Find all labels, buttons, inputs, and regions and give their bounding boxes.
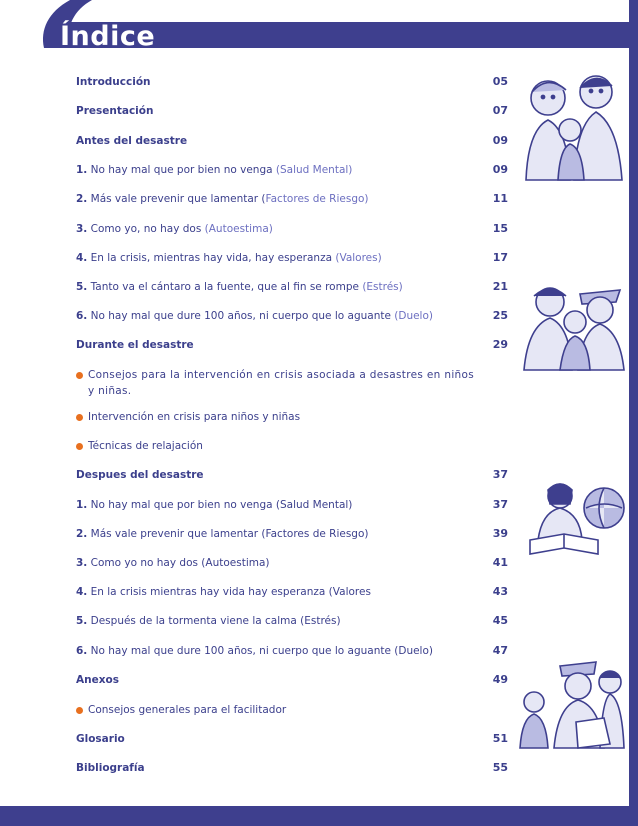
toc-bullet-consejos-crisis[interactable] (0, 367, 638, 401)
toc-bullet-label: Consejos generales para el facilitador (88, 704, 287, 716)
toc-page-number: 17 (492, 251, 508, 264)
toc-section-label: Despues del desastre (76, 469, 204, 481)
toc-entry-label: Introducción (76, 76, 151, 88)
toc-entry-antes-3[interactable] (0, 221, 638, 241)
reading-illustration-icon (524, 478, 630, 558)
father-children-illustration-icon (516, 652, 628, 752)
toc-page-number: 37 (492, 498, 508, 511)
toc-page-number: 07 (492, 104, 508, 117)
toc-bullet-intervencion[interactable] (0, 409, 638, 429)
toc-page-number: 41 (492, 556, 508, 569)
toc-page-number: 29 (492, 338, 508, 351)
toc-entry-antes-2[interactable] (0, 191, 638, 211)
toc-entry-antes-4[interactable] (0, 250, 638, 270)
toc-bullet-label: Consejos para la intervención en crisis asociada a desastres en niños y niñas. (88, 369, 474, 397)
toc-page-number: 09 (492, 163, 508, 176)
toc-section-label: Durante el desastre (76, 339, 194, 351)
family-illustration-icon (518, 70, 628, 185)
toc-page-number: 37 (492, 468, 508, 481)
toc-page-number: 11 (492, 192, 508, 205)
page-title: Índice (60, 21, 156, 52)
toc-section-label: Antes del desastre (76, 135, 188, 147)
toc-entry-label: 1. No hay mal que por bien no venga (Salud Mental) (76, 164, 353, 176)
bullet-dot (76, 707, 83, 714)
toc-entry-label: 2. Más vale prevenir que lamentar (Factores de Riesgo) (76, 528, 369, 540)
toc-entry-label: 4. En la crisis mientras hay vida hay esperanza (Valores (76, 586, 371, 598)
toc-page-number: 43 (492, 585, 508, 598)
toc-page-number: 09 (492, 134, 508, 147)
toc-page-number: 47 (492, 644, 508, 657)
toc-entry-label: Presentación (76, 105, 154, 117)
toc-entry-label: 2. Más vale prevenir que lamentar (Factores de Riesgo) (76, 193, 369, 205)
toc-bullet-label: Técnicas de relajación (88, 440, 203, 452)
toc-page-number: 25 (492, 309, 508, 322)
toc-entry-label: 5. Tanto va el cántaro a la fuente, que al fin se rompe (Estrés) (76, 281, 403, 293)
toc-page-number: 39 (492, 527, 508, 540)
toc-section-label: Anexos (76, 674, 119, 686)
bullet-dot (76, 372, 83, 379)
bullet-dot (76, 414, 83, 421)
mother-children-illustration-icon (520, 282, 630, 372)
toc-entry-despues-4[interactable] (0, 584, 638, 604)
toc-page-number: 21 (492, 280, 508, 293)
bottom-border-band (0, 806, 638, 826)
toc-entry-despues-5[interactable] (0, 613, 638, 633)
toc-entry-label: 5. Después de la tormenta viene la calma (Estrés) (76, 615, 341, 627)
toc-page-number: 49 (492, 673, 508, 686)
toc-page-number: 55 (492, 761, 508, 774)
toc-page-number: 45 (492, 614, 508, 627)
toc-bullet-relajacion[interactable] (0, 438, 638, 458)
toc-page-number: 05 (492, 75, 508, 88)
toc-entry-label: 1. No hay mal que por bien no venga (Salud Mental) (76, 499, 353, 511)
toc-entry-label: Glosario (76, 733, 125, 745)
toc-entry-label: 6. No hay mal que dure 100 años, ni cuerpo que lo aguante (Duelo) (76, 645, 433, 657)
toc-page-number: 51 (492, 732, 508, 745)
toc-entry-label: 4. En la crisis, mientras hay vida, hay esperanza (Valores) (76, 252, 382, 264)
toc-entry-despues-3[interactable] (0, 555, 638, 575)
toc-entry-label: 3. Como yo no hay dos (Autoestima) (76, 557, 270, 569)
toc-entry-label: 3. Como yo, no hay dos (Autoestima) (76, 223, 273, 235)
toc-entry-label: Bibliografía (76, 762, 145, 774)
bullet-dot (76, 443, 83, 450)
toc-page-number: 15 (492, 222, 508, 235)
toc-bullet-label: Intervención en crisis para niños y niñas (88, 411, 301, 423)
toc-entry-label: 6. No hay mal que dure 100 años, ni cuerpo que lo aguante (Duelo) (76, 310, 433, 322)
toc-entry-bibliografia[interactable] (0, 760, 638, 780)
